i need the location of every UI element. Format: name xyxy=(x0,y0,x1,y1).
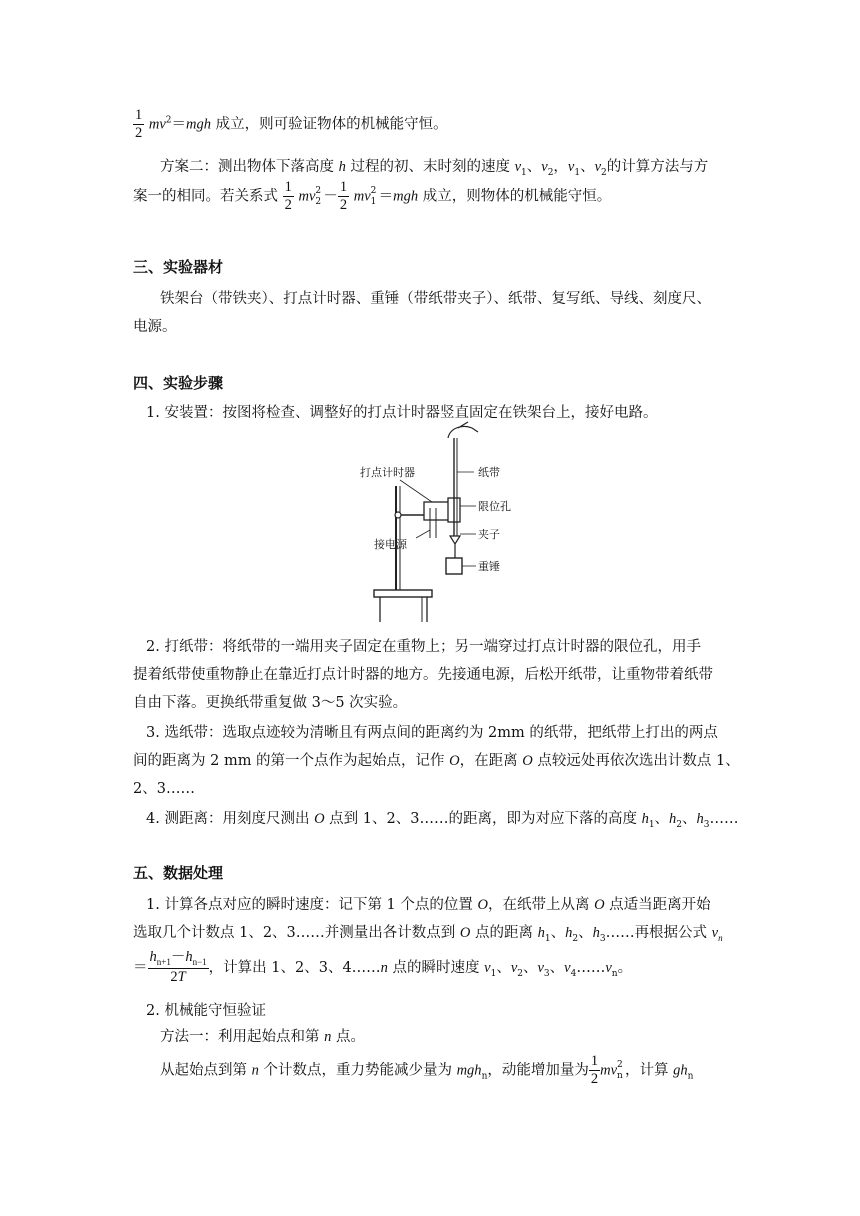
text: ，计算 xyxy=(625,1062,674,1079)
text: ，动能增加量为 xyxy=(487,1062,589,1079)
last-line: 从起始点到第 n 个计数点，重力势能减少量为 mgh$_n$，动能增加量为 $\frac{1}{2}$ mv 2 n ，计算 $gh_n$ xyxy=(160,1053,694,1088)
text: 点到 1、2、3……的距离，即为对应下落的高度 xyxy=(324,811,642,827)
label-tape: 纸带 xyxy=(478,466,500,479)
text: 点的距离 xyxy=(470,925,538,941)
apparatus-svg xyxy=(360,418,520,623)
data-p1-line1: 1. 计算各点对应的瞬时速度：记下第 1 个点的位置 O，在纸带上从离 O 点适当距离开始 xyxy=(146,897,711,913)
materials-line2: 电源。 xyxy=(133,319,177,335)
text: ……再根据公式 xyxy=(605,925,712,941)
label-timer: 打点计时器 xyxy=(360,466,415,479)
label-hole: 限位孔 xyxy=(478,500,511,513)
text: 1. 计算各点对应的瞬时速度：记下第 1 个点的位置 xyxy=(146,897,478,913)
paragraph-plan2-line2: 案一的相同。若关系式 $\frac{1}{2}$ mv 2 2 － $\frac{1}{2}$ mv 2 1 ＝mgh 成立，则物体的机械能守恒。 xyxy=(133,179,612,214)
step-1: 1. 安装置：按图将检查、调整好的打点计时器竖直固定在铁架台上，接好电路。 xyxy=(146,405,658,421)
step-4: 4. 测距离：用刻度尺测出 O 点到 1、2、3……的距离，即为对应下落的高度 $h_1$、$h_2$、$h_3\dots\dots$ xyxy=(146,811,739,830)
text: 点的瞬时速度 xyxy=(387,959,485,976)
label-weight: 重锤 xyxy=(478,560,500,573)
text: 4. 测距离：用刻度尺测出 xyxy=(146,811,315,827)
data-p1-line3: ＝ $\frac{h_{n+1}-h_{n-1}}{2T}$ ，计算出 1、2、3、4……n 点的瞬时速度 $v_1$、$v_2$、$v_3$、$v_4\dots\dots v_n$。 xyxy=(133,949,633,986)
materials-line1: 铁架台（带铁夹）、打点计时器、重锤（带纸带夹子）、纸带、复写纸、导线、刻度尺、 xyxy=(160,291,711,307)
formula-line-1: $\frac{1}{2}$ $mv^2=mgh$ 成立，则可验证物体的机械能守恒。 xyxy=(135,107,448,142)
step-3-line3: 2、3…… xyxy=(133,781,195,797)
text: 方法一：利用起始点和第 xyxy=(160,1029,325,1045)
data-item-2: 2. 机械能守恒验证 xyxy=(146,1003,266,1019)
text: 选取几个计数点 1、2、3……并测量出各计数点到 xyxy=(133,925,460,941)
step-2-line2: 提着纸带使重物静止在靠近打点计时器的地方。先接通电源，后松开纸带，让重物带着纸带 xyxy=(133,667,713,683)
step-2-line1: 2. 打纸带：将纸带的一端用夹子固定在重物上；另一端穿过打点计时器的限位孔，用手 xyxy=(146,639,701,655)
text: ，计算出 1、2、3、4…… xyxy=(208,959,381,976)
step-3-line2: 间的距离为 2 mm 的第一个点作为起始点，记作 O，在距离 O 点较远处再依次选出计数点 1、 xyxy=(133,753,740,769)
fraction-half: $\frac{1}{2}$ xyxy=(135,107,143,142)
section-title-4: 四、实验步骤 xyxy=(133,374,224,392)
text: 间的距离为 2 mm 的第一个点作为起始点，记作 xyxy=(133,753,450,769)
text: 点。 xyxy=(331,1029,365,1045)
section-title-5: 五、数据处理 xyxy=(133,864,224,882)
text: 成立，则物体的机械能守恒。 xyxy=(422,188,612,205)
text: 成立，则可验证物体的机械能守恒。 xyxy=(215,116,448,133)
text: 点较远处再依次选出计数点 1、 xyxy=(532,753,740,769)
text: 从起始点到第 xyxy=(160,1062,252,1079)
text: 的计算方法与方 xyxy=(606,159,709,175)
text: 案一的相同。若关系式 xyxy=(133,188,278,205)
text: 过程的初、末时刻的速度 xyxy=(350,159,510,175)
method-1: 方法一：利用起始点和第 n 点。 xyxy=(160,1029,365,1045)
data-p1-line2: 选取几个计数点 1、2、3……并测量出各计数点到 O 点的距离 $h_1$、$h_2$、$h_3\dots\dots$再根据公式 $v_n$ xyxy=(133,925,723,944)
velocity-fraction: $\frac{h_{n+1}-h_{n-1}}{2T}$ xyxy=(149,949,207,986)
step-2-line3: 自由下落。更换纸带重复做 3～5 次实验。 xyxy=(133,695,408,711)
apparatus-diagram xyxy=(360,418,520,623)
text: 个计数点，重力势能减少量为 xyxy=(258,1062,457,1079)
var-h: h xyxy=(338,159,346,175)
text: ，在距离 xyxy=(459,753,523,769)
label-clip: 夹子 xyxy=(478,528,500,541)
paragraph-plan2-line1: 方案二：测出物体下落高度 h 过程的初、末时刻的速度 $v_1$、$v_2$，$v_1$、$v_2$的计算方法与方 xyxy=(160,159,709,178)
label-power: 接电源 xyxy=(374,538,407,551)
step-3-line1: 3. 选纸带：选取点迹较为清晰且有两点间的距离约为 2mm 的纸带，把纸带上打出的两点 xyxy=(146,725,718,741)
text: 点适当距离开始 xyxy=(604,897,711,913)
text: ，在纸带上从离 xyxy=(487,897,595,913)
section-title-3: 三、实验器材 xyxy=(133,258,224,276)
text: 方案二：测出物体下落高度 xyxy=(160,159,334,175)
